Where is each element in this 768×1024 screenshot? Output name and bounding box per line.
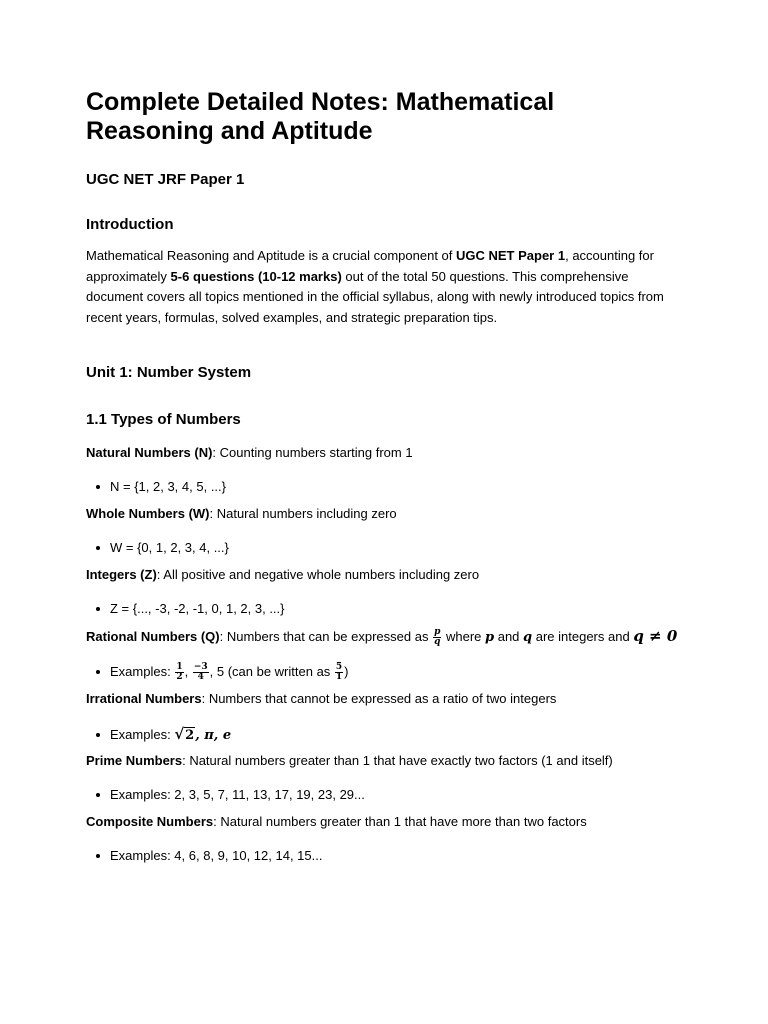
- bullet-dot: [96, 670, 100, 674]
- prime-desc: : Natural numbers greater than 1 that have exactly two factors (1 and itself): [182, 753, 613, 768]
- rational-where: where: [442, 629, 486, 644]
- irrational-desc: : Numbers that cannot be expressed as a ratio of two integers: [201, 691, 557, 706]
- fraction-numerator: 5: [335, 662, 343, 673]
- rational-numbers-bullet: [96, 663, 349, 682]
- prime-numbers-bullet: [96, 786, 365, 804]
- fraction-one-half: [175, 663, 183, 682]
- fraction-denominator: 2: [176, 672, 183, 683]
- unit1-heading: Unit 1: Number System: [86, 364, 252, 381]
- p-over-q-fraction: [433, 628, 441, 647]
- bullet-dot: [96, 546, 100, 550]
- natural-numbers-bullet: [96, 478, 226, 496]
- fraction-denominator: 1: [335, 672, 343, 683]
- integers-bullet-text: Z = {..., -3, -2, -1, 0, 1, 2, 3, ...}: [110, 601, 285, 616]
- close-paren: ): [344, 664, 349, 679]
- natural-bullet-text: N = {1, 2, 3, 4, 5, ...}: [110, 479, 226, 494]
- intro-bold-1: UGC NET Paper 1: [456, 248, 566, 263]
- prime-term: Prime Numbers: [86, 753, 183, 768]
- natural-numbers-definition: [86, 444, 413, 462]
- whole-desc: : Natural numbers including zero: [209, 506, 397, 521]
- whole-bullet-text: W = {0, 1, 2, 3, 4, ...}: [110, 540, 229, 555]
- intro-text-3: out of the total 50 questions. This comprehensive document covers all topics mentioned in the official syllabus, along with newly introduced topics from recent years, formulas, solved examples, and strategic preparation tips.: [86, 268, 664, 325]
- fraction-minus-three-quarters: [193, 663, 209, 682]
- fraction-numerator: −3: [193, 662, 208, 673]
- rational-numbers-definition: [86, 627, 677, 647]
- bullet-dot: [96, 854, 100, 858]
- math-q: q: [523, 630, 533, 645]
- fraction-denominator: 4: [197, 672, 204, 683]
- whole-numbers-definition: [86, 505, 397, 523]
- introduction-paragraph: [86, 246, 686, 328]
- math-p: p: [485, 630, 495, 645]
- radicand: 2: [185, 728, 195, 743]
- composite-numbers-definition: [86, 813, 587, 831]
- rational-examples-tail: , 5 (can be written as: [209, 664, 334, 679]
- composite-numbers-bullet: [96, 847, 322, 865]
- integers-desc: : All positive and negative whole numbers including zero: [156, 567, 480, 582]
- bullet-dot: [96, 485, 100, 489]
- natural-term: Natural Numbers (N): [86, 445, 213, 460]
- irrational-numbers-definition: [86, 690, 556, 708]
- rational-desc: : Numbers that can be expressed as: [219, 629, 433, 644]
- fraction-five-over-one: [335, 663, 343, 682]
- radical-sign-icon: √: [174, 725, 185, 743]
- prime-numbers-definition: [86, 752, 613, 770]
- bullet-dot: [96, 607, 100, 611]
- rational-term: Rational Numbers (Q): [86, 629, 220, 644]
- fraction-numerator: 1: [176, 662, 183, 673]
- composite-bullet-text: Examples: 4, 6, 8, 9, 10, 12, 14, 15...: [110, 848, 323, 863]
- irrational-examples-label: Examples:: [110, 727, 175, 742]
- bullet-dot: [96, 793, 100, 797]
- document-title: Complete Detailed Notes: Mathematical Reasoning and Aptitude: [86, 88, 555, 145]
- integers-bullet: [96, 600, 285, 618]
- integers-term: Integers (Z): [86, 567, 157, 582]
- bullet-dot: [96, 733, 100, 737]
- document-subtitle: UGC NET JRF Paper 1: [86, 171, 245, 188]
- rational-are: are integers and: [532, 629, 634, 644]
- prime-bullet-text: Examples: 2, 3, 5, 7, 11, 13, 17, 19, 23, 29...: [110, 787, 365, 802]
- irrational-term: Irrational Numbers: [86, 691, 202, 706]
- intro-text-2: , accounting for approximately: [86, 248, 654, 284]
- whole-term: Whole Numbers (W): [86, 506, 210, 521]
- section-1-1-heading: 1.1 Types of Numbers: [86, 411, 241, 428]
- fraction-numerator: p: [434, 627, 441, 638]
- intro-bold-2: 5-6 questions (10-12 marks): [170, 268, 342, 284]
- separator: ,: [184, 664, 192, 679]
- math-condition: q ≠ 0: [633, 627, 678, 645]
- rational-and: and: [494, 629, 524, 644]
- irrational-numbers-bullet: [96, 725, 231, 745]
- composite-term: Composite Numbers: [86, 814, 214, 829]
- intro-text-1: Mathematical Reasoning and Aptitude is a crucial component of: [86, 248, 456, 263]
- whole-numbers-bullet: [96, 539, 229, 557]
- introduction-heading: Introduction: [86, 216, 174, 233]
- natural-desc: : Counting numbers starting from 1: [212, 445, 413, 460]
- fraction-denominator: q: [434, 637, 441, 648]
- irrational-examples-rest: , π, e: [195, 728, 232, 743]
- rational-examples-label: Examples:: [110, 664, 175, 679]
- square-root-two: [174, 725, 195, 743]
- integers-definition: [86, 566, 479, 584]
- composite-desc: : Natural numbers greater than 1 that have more than two factors: [213, 814, 587, 829]
